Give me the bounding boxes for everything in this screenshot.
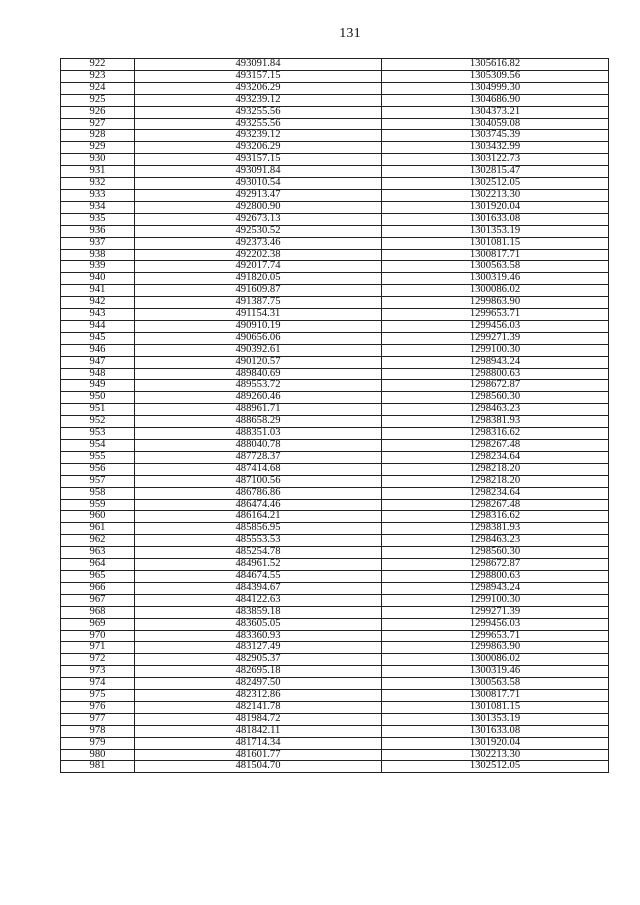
point-number-cell: 951: [61, 404, 135, 416]
x-coordinate-cell: 493157.15: [135, 70, 382, 82]
table-row: [61, 440, 609, 452]
point-number-cell: 981: [61, 761, 135, 773]
y-coordinate-cell: 1302512.05: [382, 761, 609, 773]
table-row: [61, 535, 609, 547]
y-coordinate-cell: 1298463.23: [382, 404, 609, 416]
x-coordinate-cell: 493206.29: [135, 82, 382, 94]
y-coordinate-cell: 1305309.56: [382, 70, 609, 82]
point-number-cell: 967: [61, 594, 135, 606]
point-number-cell: 950: [61, 392, 135, 404]
table-row: [61, 82, 609, 94]
point-number-cell: 969: [61, 618, 135, 630]
x-coordinate-cell: 486474.46: [135, 499, 382, 511]
y-coordinate-cell: 1298672.87: [382, 380, 609, 392]
x-coordinate-cell: 492800.90: [135, 201, 382, 213]
x-coordinate-cell: 492913.47: [135, 189, 382, 201]
x-coordinate-cell: 486786.86: [135, 487, 382, 499]
x-coordinate-cell: 489553.72: [135, 380, 382, 392]
x-coordinate-cell: 490656.06: [135, 332, 382, 344]
x-coordinate-cell: 483360.93: [135, 630, 382, 642]
point-number-cell: 954: [61, 440, 135, 452]
y-coordinate-cell: 1298463.23: [382, 535, 609, 547]
table-row: [61, 761, 609, 773]
y-coordinate-cell: 1299863.90: [382, 297, 609, 309]
point-number-cell: 932: [61, 178, 135, 190]
table-row: [61, 297, 609, 309]
y-coordinate-cell: 1299271.39: [382, 606, 609, 618]
table-row: [61, 547, 609, 559]
y-coordinate-cell: 1301633.08: [382, 213, 609, 225]
table-row: [61, 261, 609, 273]
point-number-cell: 931: [61, 166, 135, 178]
y-coordinate-cell: 1304373.21: [382, 106, 609, 118]
table-row: [61, 666, 609, 678]
table-row: [61, 642, 609, 654]
table-row: [61, 344, 609, 356]
x-coordinate-cell: 488040.78: [135, 440, 382, 452]
x-coordinate-cell: 484122.63: [135, 594, 382, 606]
point-number-cell: 960: [61, 511, 135, 523]
table-row: [61, 237, 609, 249]
point-number-cell: 945: [61, 332, 135, 344]
point-number-cell: 939: [61, 261, 135, 273]
table-row: [61, 606, 609, 618]
point-number-cell: 964: [61, 559, 135, 571]
point-number-cell: 971: [61, 642, 135, 654]
x-coordinate-cell: 486164.21: [135, 511, 382, 523]
table-row: [61, 118, 609, 130]
table-row: [61, 618, 609, 630]
y-coordinate-cell: 1300563.58: [382, 678, 609, 690]
y-coordinate-cell: 1304686.90: [382, 94, 609, 106]
table-row: [61, 463, 609, 475]
table-row: [61, 428, 609, 440]
y-coordinate-cell: 1302815.47: [382, 166, 609, 178]
point-number-cell: 936: [61, 225, 135, 237]
table-row: [61, 630, 609, 642]
y-coordinate-cell: 1303432.99: [382, 142, 609, 154]
x-coordinate-cell: 482312.86: [135, 690, 382, 702]
table-row: [61, 570, 609, 582]
y-coordinate-cell: 1298316.62: [382, 511, 609, 523]
point-number-cell: 957: [61, 475, 135, 487]
y-coordinate-cell: 1298800.63: [382, 368, 609, 380]
x-coordinate-cell: 493010.54: [135, 178, 382, 190]
x-coordinate-cell: 489260.46: [135, 392, 382, 404]
y-coordinate-cell: 1300319.46: [382, 666, 609, 678]
y-coordinate-cell: 1299456.03: [382, 320, 609, 332]
x-coordinate-cell: 492202.38: [135, 249, 382, 261]
table-row: [61, 404, 609, 416]
y-coordinate-cell: 1300563.58: [382, 261, 609, 273]
x-coordinate-cell: 491154.31: [135, 309, 382, 321]
y-coordinate-cell: 1299271.39: [382, 332, 609, 344]
point-number-cell: 934: [61, 201, 135, 213]
y-coordinate-cell: 1298316.62: [382, 428, 609, 440]
point-number-cell: 948: [61, 368, 135, 380]
x-coordinate-cell: 493157.15: [135, 154, 382, 166]
x-coordinate-cell: 482141.78: [135, 701, 382, 713]
point-number-cell: 979: [61, 737, 135, 749]
x-coordinate-cell: 488961.71: [135, 404, 382, 416]
point-number-cell: 959: [61, 499, 135, 511]
page-number: 131: [339, 26, 361, 41]
table-row: [61, 523, 609, 535]
y-coordinate-cell: 1300817.71: [382, 249, 609, 261]
y-coordinate-cell: 1298218.20: [382, 463, 609, 475]
table-row: [61, 106, 609, 118]
table-row: [61, 273, 609, 285]
x-coordinate-cell: 493206.29: [135, 142, 382, 154]
point-number-cell: 938: [61, 249, 135, 261]
y-coordinate-cell: 1301353.19: [382, 713, 609, 725]
point-number-cell: 974: [61, 678, 135, 690]
coordinates-table-body: [61, 59, 609, 773]
table-row: [61, 285, 609, 297]
y-coordinate-cell: 1302213.30: [382, 189, 609, 201]
x-coordinate-cell: 484674.55: [135, 570, 382, 582]
point-number-cell: 944: [61, 320, 135, 332]
x-coordinate-cell: 493091.84: [135, 166, 382, 178]
table-row: [61, 189, 609, 201]
table-row: [61, 70, 609, 82]
table-row: [61, 380, 609, 392]
x-coordinate-cell: 490910.19: [135, 320, 382, 332]
table-row: [61, 737, 609, 749]
point-number-cell: 963: [61, 547, 135, 559]
table-row: [61, 166, 609, 178]
table-row: [61, 725, 609, 737]
y-coordinate-cell: 1298267.48: [382, 499, 609, 511]
y-coordinate-cell: 1300817.71: [382, 690, 609, 702]
y-coordinate-cell: 1301920.04: [382, 737, 609, 749]
x-coordinate-cell: 487414.68: [135, 463, 382, 475]
x-coordinate-cell: 485553.53: [135, 535, 382, 547]
y-coordinate-cell: 1305616.82: [382, 59, 609, 71]
point-number-cell: 953: [61, 428, 135, 440]
x-coordinate-cell: 485254.78: [135, 547, 382, 559]
y-coordinate-cell: 1298560.30: [382, 392, 609, 404]
point-number-cell: 924: [61, 82, 135, 94]
point-number-cell: 922: [61, 59, 135, 71]
point-number-cell: 942: [61, 297, 135, 309]
point-number-cell: 925: [61, 94, 135, 106]
y-coordinate-cell: 1298267.48: [382, 440, 609, 452]
x-coordinate-cell: 493091.84: [135, 59, 382, 71]
x-coordinate-cell: 483127.49: [135, 642, 382, 654]
table-row: [61, 201, 609, 213]
point-number-cell: 928: [61, 130, 135, 142]
table-row: [61, 142, 609, 154]
x-coordinate-cell: 483859.18: [135, 606, 382, 618]
table-row: [61, 225, 609, 237]
x-coordinate-cell: 493255.56: [135, 106, 382, 118]
point-number-cell: 961: [61, 523, 135, 535]
table-row: [61, 690, 609, 702]
y-coordinate-cell: 1298381.93: [382, 523, 609, 535]
point-number-cell: 958: [61, 487, 135, 499]
point-number-cell: 941: [61, 285, 135, 297]
y-coordinate-cell: 1299863.90: [382, 642, 609, 654]
table-row: [61, 713, 609, 725]
point-number-cell: 930: [61, 154, 135, 166]
table-row: [61, 356, 609, 368]
point-number-cell: 943: [61, 309, 135, 321]
point-number-cell: 933: [61, 189, 135, 201]
point-number-cell: 929: [61, 142, 135, 154]
x-coordinate-cell: 487100.56: [135, 475, 382, 487]
point-number-cell: 927: [61, 118, 135, 130]
x-coordinate-cell: 484394.67: [135, 582, 382, 594]
point-number-cell: 956: [61, 463, 135, 475]
x-coordinate-cell: 491609.87: [135, 285, 382, 297]
y-coordinate-cell: 1298234.64: [382, 487, 609, 499]
x-coordinate-cell: 487728.37: [135, 451, 382, 463]
y-coordinate-cell: 1303745.39: [382, 130, 609, 142]
y-coordinate-cell: 1300086.02: [382, 285, 609, 297]
y-coordinate-cell: 1301633.08: [382, 725, 609, 737]
table-row: [61, 582, 609, 594]
x-coordinate-cell: 492673.13: [135, 213, 382, 225]
table-row: [61, 368, 609, 380]
y-coordinate-cell: 1302512.05: [382, 178, 609, 190]
point-number-cell: 946: [61, 344, 135, 356]
y-coordinate-cell: 1300319.46: [382, 273, 609, 285]
y-coordinate-cell: 1301920.04: [382, 201, 609, 213]
point-number-cell: 966: [61, 582, 135, 594]
y-coordinate-cell: 1299100.30: [382, 594, 609, 606]
point-number-cell: 952: [61, 416, 135, 428]
coordinates-table: [60, 58, 609, 773]
point-number-cell: 976: [61, 701, 135, 713]
table-row: [61, 94, 609, 106]
table-row: [61, 309, 609, 321]
x-coordinate-cell: 489840.69: [135, 368, 382, 380]
point-number-cell: 923: [61, 70, 135, 82]
y-coordinate-cell: 1298560.30: [382, 547, 609, 559]
x-coordinate-cell: 490392.61: [135, 344, 382, 356]
x-coordinate-cell: 482497.50: [135, 678, 382, 690]
table-row: [61, 499, 609, 511]
x-coordinate-cell: 481504.70: [135, 761, 382, 773]
y-coordinate-cell: 1301353.19: [382, 225, 609, 237]
x-coordinate-cell: 491387.75: [135, 297, 382, 309]
point-number-cell: 926: [61, 106, 135, 118]
x-coordinate-cell: 481984.72: [135, 713, 382, 725]
point-number-cell: 970: [61, 630, 135, 642]
x-coordinate-cell: 491820.05: [135, 273, 382, 285]
table-row: [61, 249, 609, 261]
table-row: [61, 178, 609, 190]
x-coordinate-cell: 481601.77: [135, 749, 382, 761]
point-number-cell: 955: [61, 451, 135, 463]
table-row: [61, 213, 609, 225]
table-row: [61, 130, 609, 142]
y-coordinate-cell: 1298943.24: [382, 582, 609, 594]
x-coordinate-cell: 493239.12: [135, 94, 382, 106]
table-row: [61, 487, 609, 499]
table-row: [61, 332, 609, 344]
point-number-cell: 937: [61, 237, 135, 249]
point-number-cell: 949: [61, 380, 135, 392]
table-row: [61, 392, 609, 404]
y-coordinate-cell: 1303122.73: [382, 154, 609, 166]
y-coordinate-cell: 1298943.24: [382, 356, 609, 368]
x-coordinate-cell: 482695.18: [135, 666, 382, 678]
x-coordinate-cell: 492017.74: [135, 261, 382, 273]
table-row: [61, 59, 609, 71]
table-row: [61, 678, 609, 690]
x-coordinate-cell: 482905.37: [135, 654, 382, 666]
y-coordinate-cell: 1298672.87: [382, 559, 609, 571]
table-row: [61, 559, 609, 571]
point-number-cell: 980: [61, 749, 135, 761]
x-coordinate-cell: 488351.03: [135, 428, 382, 440]
y-coordinate-cell: 1300086.02: [382, 654, 609, 666]
table-row: [61, 654, 609, 666]
y-coordinate-cell: 1301081.15: [382, 701, 609, 713]
y-coordinate-cell: 1298381.93: [382, 416, 609, 428]
point-number-cell: 975: [61, 690, 135, 702]
point-number-cell: 972: [61, 654, 135, 666]
point-number-cell: 947: [61, 356, 135, 368]
table-row: [61, 701, 609, 713]
x-coordinate-cell: 490120.57: [135, 356, 382, 368]
table-row: [61, 594, 609, 606]
x-coordinate-cell: 488658.29: [135, 416, 382, 428]
point-number-cell: 962: [61, 535, 135, 547]
point-number-cell: 968: [61, 606, 135, 618]
table-row: [61, 451, 609, 463]
x-coordinate-cell: 493255.56: [135, 118, 382, 130]
table-row: [61, 511, 609, 523]
y-coordinate-cell: 1299653.71: [382, 309, 609, 321]
y-coordinate-cell: 1301081.15: [382, 237, 609, 249]
x-coordinate-cell: 484961.52: [135, 559, 382, 571]
y-coordinate-cell: 1304999.30: [382, 82, 609, 94]
point-number-cell: 977: [61, 713, 135, 725]
y-coordinate-cell: 1299653.71: [382, 630, 609, 642]
point-number-cell: 978: [61, 725, 135, 737]
x-coordinate-cell: 481714.34: [135, 737, 382, 749]
x-coordinate-cell: 481842.11: [135, 725, 382, 737]
y-coordinate-cell: 1298218.20: [382, 475, 609, 487]
x-coordinate-cell: 493239.12: [135, 130, 382, 142]
y-coordinate-cell: 1298234.64: [382, 451, 609, 463]
y-coordinate-cell: 1299100.30: [382, 344, 609, 356]
table-row: [61, 749, 609, 761]
table-row: [61, 475, 609, 487]
x-coordinate-cell: 485856.95: [135, 523, 382, 535]
point-number-cell: 965: [61, 570, 135, 582]
y-coordinate-cell: 1304059.08: [382, 118, 609, 130]
table-row: [61, 416, 609, 428]
x-coordinate-cell: 492373.46: [135, 237, 382, 249]
point-number-cell: 935: [61, 213, 135, 225]
point-number-cell: 940: [61, 273, 135, 285]
table-row: [61, 154, 609, 166]
x-coordinate-cell: 483605.05: [135, 618, 382, 630]
y-coordinate-cell: 1298800.63: [382, 570, 609, 582]
point-number-cell: 973: [61, 666, 135, 678]
y-coordinate-cell: 1302213.30: [382, 749, 609, 761]
table-row: [61, 320, 609, 332]
x-coordinate-cell: 492530.52: [135, 225, 382, 237]
y-coordinate-cell: 1299456.03: [382, 618, 609, 630]
